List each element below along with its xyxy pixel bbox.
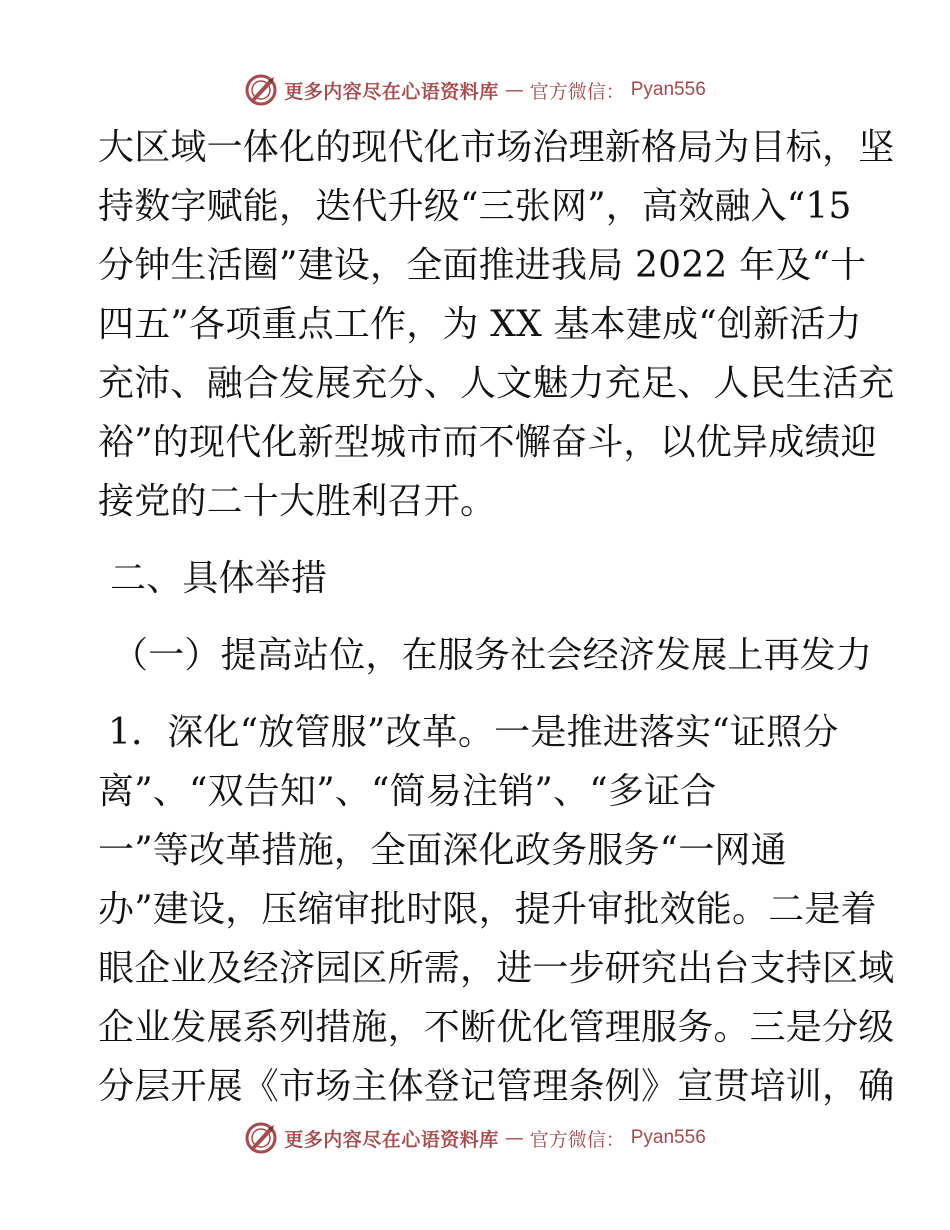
text-line: 离”、“双告知”、“简易注销”、“多证合: [98, 771, 717, 812]
text-line: 1．深化“放管服”改革。一是推进落实“证照分: [108, 712, 839, 753]
watermark-group: [244, 1121, 706, 1155]
text-line: 大区域一体化的现代化市场治理新格局为目标，坚: [98, 127, 895, 168]
watermark-main-text: 更多内容尽在心语资料库: [284, 1128, 499, 1151]
footer-watermark: [0, 1118, 950, 1158]
quill-circle-logo-icon: [244, 1121, 278, 1155]
subsection-heading: （一）提高站位，在服务社会经济发展上再发力: [112, 635, 873, 676]
paragraph-intro: [98, 118, 895, 531]
watermark-group: [244, 73, 706, 107]
watermark-official-label: 官方微信：: [529, 1128, 625, 1151]
quill-circle-logo-icon: [244, 73, 278, 107]
document-body: [98, 118, 895, 1116]
text-line: 分钟生活圈”建设，全面推进我局 2022 年及“十: [98, 245, 867, 286]
text-line: 分层开展《市场主体登记管理条例》宣贯培训，确: [98, 1066, 895, 1107]
text-line: 持数字赋能，迭代升级“三张网”，高效融入“15: [98, 186, 852, 227]
watermark-wechat-id: Pyan556: [630, 1127, 706, 1148]
text-line: 四五”各项重点工作，为 XX 基本建成“创新活力: [98, 304, 862, 345]
paragraph-measures: [98, 703, 895, 1116]
text-line: 充沛、融合发展充分、人文魅力充足、人民生活充: [98, 363, 895, 404]
watermark-main-text: 更多内容尽在心语资料库: [284, 80, 499, 103]
text-line: 一”等改革措施，全面深化政务服务“一网通: [98, 830, 787, 871]
watermark-separator: —: [504, 1127, 524, 1149]
text-line: 办”建设，压缩审批时限，提升审批效能。二是着: [98, 889, 877, 930]
text-line: 眼企业及经济园区所需，进一步研究出台支持区域: [98, 948, 895, 989]
section-heading: 二、具体举措: [110, 558, 328, 599]
watermark-separator: —: [504, 79, 524, 101]
text-line: 接党的二十大胜利召开。: [98, 481, 497, 522]
text-line: 裕”的现代化新型城市而不懈奋斗，以优异成绩迎: [98, 422, 877, 463]
watermark-wechat-id: Pyan556: [630, 79, 706, 100]
header-watermark: [0, 70, 950, 110]
watermark-official-label: 官方微信：: [529, 80, 625, 103]
text-line: 企业发展系列措施，不断优化管理服务。三是分级: [98, 1007, 895, 1048]
